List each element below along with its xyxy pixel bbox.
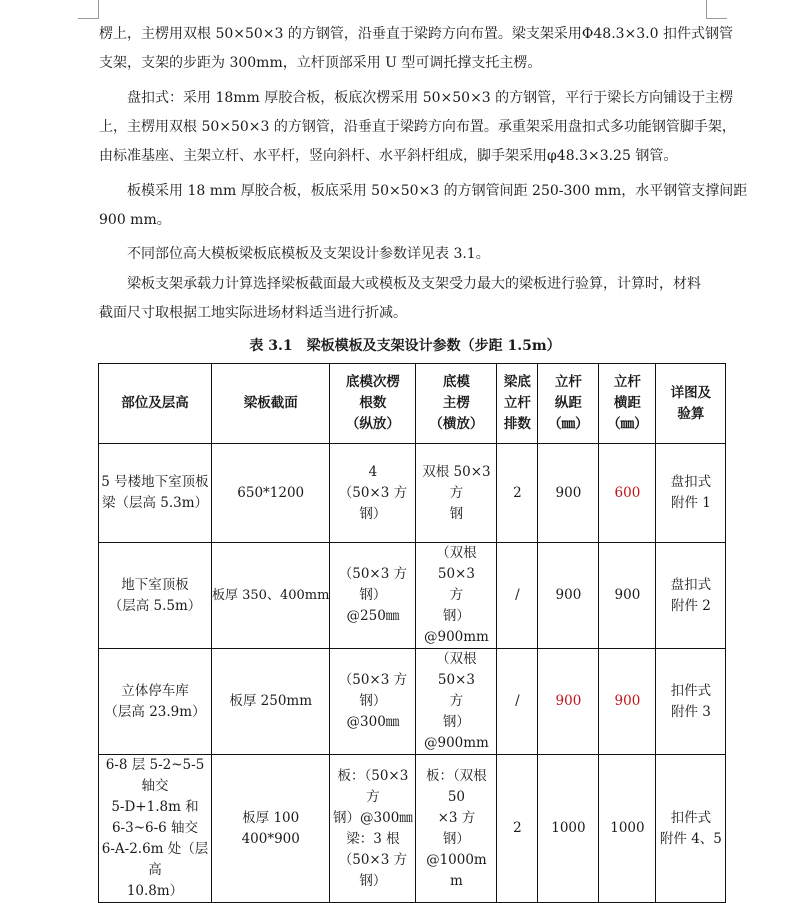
paragraph-1 <box>99 20 733 78</box>
table-cell: 板：（50×3 方 钢）@300㎜ 梁：3 根 （50×3 方钢） <box>330 755 416 903</box>
table-cell: 1000 <box>599 755 656 903</box>
table-cell: （50×3 方钢） @250㎜ <box>330 543 416 649</box>
header-cell: 详图及 验算 <box>656 364 726 444</box>
table-cell: 900 <box>538 444 599 543</box>
text-line: 板模采用 18 mm 厚胶合板，板底采用 50×50×3 的方钢管间距 250-300 mm，水平钢管支撑间距 <box>99 183 748 199</box>
table-header-row <box>99 364 726 444</box>
table-cell: 盘扣式 附件 2 <box>656 543 726 649</box>
table-cell: （双根 50×3 方 钢）@900mm <box>416 543 497 649</box>
page-corner-mark-left <box>78 0 99 19</box>
table-cell: 扣件式 附件 4、5 <box>656 755 726 903</box>
table-cell: 900 <box>599 543 656 649</box>
table-cell: 板厚 350、400mm <box>212 543 330 649</box>
table-cell: 5 号楼地下室顶板 梁（层高 5.3m） <box>99 444 212 543</box>
text-line: 梁板支架承载力计算选择梁板截面最大或模板及支架受力最大的梁板进行验算，计算时，材料 <box>99 276 701 292</box>
table-cell: 650*1200 <box>212 444 330 543</box>
table-cell-highlight: 900 <box>538 649 599 755</box>
table-row <box>99 543 726 649</box>
text-line: 截面尺寸取根据工地实际进场材料适当进行折减。 <box>99 305 407 321</box>
table-cell: 2 <box>497 755 538 903</box>
table-cell-highlight: 600 <box>599 444 656 543</box>
table-cell: 扣件式 附件 3 <box>656 649 726 755</box>
table-cell-highlight: 900 <box>599 649 656 755</box>
table-cell: 板厚 250mm <box>212 649 330 755</box>
table-caption: 表 3.1 梁板模板及支架设计参数（步距 1.5m） <box>249 338 561 354</box>
table-cell: 板厚 100 400*900 <box>212 755 330 903</box>
header-cell: 梁底 立杆 排数 <box>497 364 538 444</box>
table-cell: 900 <box>538 543 599 649</box>
text-line: 900 mm。 <box>99 212 171 228</box>
table-cell: / <box>497 649 538 755</box>
table-row <box>99 755 726 903</box>
header-cell: 底模次楞 根数 （纵放） <box>330 364 416 444</box>
header-cell: 部位及层高 <box>99 364 212 444</box>
table-cell: 立体停车库 （层高 23.9m） <box>99 649 212 755</box>
table-cell: 2 <box>497 444 538 543</box>
table-cell: 板：（双根 50 ×3 方 钢）@1000m m <box>416 755 497 903</box>
table-cell: 盘扣式 附件 1 <box>656 444 726 543</box>
table-row <box>99 444 726 543</box>
table-cell: （50×3 方钢） @300㎜ <box>330 649 416 755</box>
table-cell: （双根 50×3 方 钢）@900mm <box>416 649 497 755</box>
paragraph-4 <box>99 240 711 269</box>
text-line: 支架，支架的步距为 300mm，立杆顶部采用 U 型可调托撑支托主楞。 <box>99 55 542 71</box>
header-cell: 底模 主楞 （横放） <box>416 364 497 444</box>
text-line: 由标准基座、主架立杆、水平杆，竖向斜杆、水平斜杆组成，脚手架采用φ48.3×3.25 钢管。 <box>99 148 678 164</box>
text-line: 不同部位高大模板梁板底模板及支架设计参数详见表 3.1。 <box>99 246 490 262</box>
table-row <box>99 649 726 755</box>
page-corner-mark-right <box>706 0 727 19</box>
table-cell: 1000 <box>538 755 599 903</box>
paragraph-3 <box>99 177 748 235</box>
table-cell: 6-8 层 5-2~5-5 轴交 5-D+1.8m 和 6-3~6-6 轴交 6-A-2.6m 处（层高 10.8m） <box>99 755 212 903</box>
design-parameters-table <box>98 363 726 903</box>
paragraph-5 <box>99 270 711 328</box>
text-line: 盘扣式：采用 18mm 厚胶合板，板底次楞采用 50×50×3 的方钢管，平行于梁长方向铺设于主楞 <box>99 90 734 106</box>
table-cell: / <box>497 543 538 649</box>
paragraph-2 <box>99 84 736 171</box>
table-cell: 地下室顶板 （层高 5.5m） <box>99 543 212 649</box>
table-cell: 双根 50×3 方 钢 <box>416 444 497 543</box>
header-cell: 立杆 横距 （㎜） <box>599 364 656 444</box>
text-line: 楞上，主楞用双根 50×50×3 的方钢管，沿垂直于梁跨方向布置。梁支架采用Φ48.3×3.0 扣件式钢管 <box>99 26 733 42</box>
header-cell: 梁板截面 <box>212 364 330 444</box>
table-cell: 4 （50×3 方钢） <box>330 444 416 543</box>
header-cell: 立杆 纵距 （㎜） <box>538 364 599 444</box>
text-line: 上，主楞用双根 50×50×3 的方钢管，沿垂直于梁跨方向布置。承重架采用盘扣式多功能钢管脚手架， <box>99 119 736 135</box>
